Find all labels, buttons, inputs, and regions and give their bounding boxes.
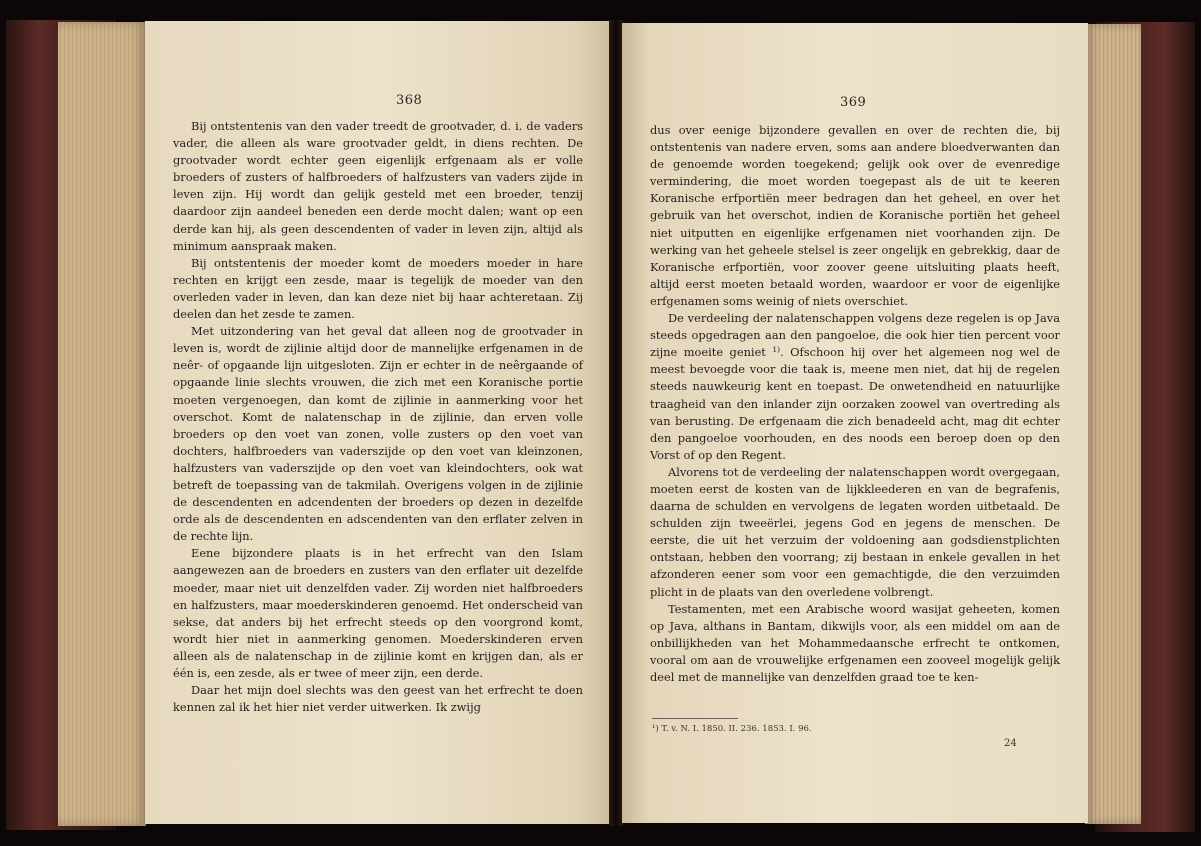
page-edges-left — [58, 22, 146, 826]
paragraph: Bij ontstentenis der moeder komt de moeders moeder in hare rechten en krijgt een zesde, maar is tegelijk de moeder van den overleden vader in leven, dan kan deze niet bij haar achteretaan. Zij deelen dan het zesde te zamen. — [173, 255, 583, 322]
paragraph: Bij ontstentenis van den vader treedt de grootvader, d. i. de vaders vader, die alleen als ware grootvader geldt, in diens rechten. De grootvader wordt echter geen eigenlijk erfgenaam als er volle broeders of zusters of halfbroeders of halfzusters van vaders zijde in leven zijn. Hij wordt dan gelijk gesteld met een broeder, tenzij daardoor zijn aandeel beneden een derde mocht dalen; want op een derde kan hij, als geen descendenten of vader in leven zijn, altijd als minimum aanspraak maken. — [173, 119, 583, 253]
paragraph-text: Alvorens tot de verdeeling der nalatenschappen wordt overgegaan, moeten eerst de kosten van de lijkkleederen en van de begrafenis, daarna de schulden en vervolgens de legaten worden uitbetaald. De schulden zijn tweeërlei, jegens God en jegens de menschen. De eerste, die uit het verzuim der voldoening aan godsdienstplichten ontstaan, hebben den voorrang; zij bestaan in enkele gevallen in het afzonderen eener som voor een gemachtigde, die den verzuimden plicht in de plaats van den overledene volbrengt. — [650, 464, 1060, 599]
left-page-text — [173, 118, 583, 716]
book-gutter — [609, 20, 623, 826]
paragraph — [650, 601, 1060, 686]
signature-mark: 24 — [1004, 738, 1017, 749]
paragraph: Daar het mijn doel slechts was den geest van het erfrecht te doen kennen zal ik het hier niet verder uitwerken. Ik zwijg — [173, 683, 583, 715]
footnote-marker-number: 1 — [772, 345, 778, 355]
left-page — [145, 21, 611, 824]
page-edges-right — [1085, 24, 1141, 824]
right-page-number: 369 — [840, 95, 867, 110]
paragraph-text: . Ofschoon hij over het algemeen nog wel de meest bevoegde voor die taak is, meene men niet, dat hij de regelen steeds nauwkeurig kent en toepast. De onwetendheid en natuurlijke traagheid van den inlander zijn oorzaken zoowel van overtreding als van berusting. De erfgenaam die zich benadeeld acht, mag dit echter den pangoeloe voorhouden, en des noods een beroep doen op den Vorst of op den Regent. — [650, 345, 1061, 462]
footnote-marker: 1) — [772, 345, 781, 355]
right-page — [622, 23, 1088, 823]
paragraph-text: dus over eenige bijzondere gevallen en over de rechten die, bij ontstentenis van nadere erven, soms aan andere bloedverwanten dan de genoemde worden toegekend; gelijk ook over de evenredige vermindering, die moet worden toegepast als de uit te keeren Koranische erfportiën meer bedragen dan het geheel, en over het gebruik van het overschot, indien de Koranische portiën het geheel niet uitputten en eigenlijke erfgenamen niet voorhanden zijn. De werking van het geheele stelsel is zeer ongelijk en gebrekkig, daar de Koranische erfportiën, voor zoover geene uitsluiting plaats heeft, altijd eerst moeten betaald worden, waardoor er voor de eigenlijke erfgenamen soms weinig of niets overschiet. — [650, 123, 1060, 308]
left-page-number: 368 — [396, 93, 423, 108]
footnote-rule — [652, 718, 738, 719]
paragraph — [650, 464, 1060, 601]
paragraph-text: De verdeeling der nalatenschappen volgens deze regelen is op Java steeds opgedragen aan den pangoeloe, die ook hier tien percent voor zijne moeite geniet — [650, 311, 1060, 360]
footnote: ¹) T. v. N. I. 1850. II. 236. 1853. I. 96. — [652, 724, 812, 734]
paragraph: Eene bijzondere plaats is in het erfrecht van den Islam aangewezen aan de broeders en zusters van den erflater uit dezelfde moeder, maar niet uit denzelfden vader. Zij worden niet halfbroeders en halfzusters, maar moederskinderen genoemd. Het onderscheid van sekse, dat anders bij het erfrecht steeds op den voorgrond komt, wordt hier niet in aanmerking genomen. Moederskinderen erven alleen als de nalatenschap in de zijlinie komt en krijgen dan, als er één is, een zesde, als er twee of meer zijn, een derde. — [173, 546, 583, 680]
paragraph — [650, 122, 1060, 310]
right-page-text — [650, 122, 1060, 686]
paragraph — [650, 310, 1060, 464]
paragraph: Met uitzondering van het geval dat alleen nog de grootvader in leven is, wordt de zijlinie altijd door de mannelijke erfgenamen in de neêr- of opgaande lijn uitgesloten. Zijn er echter in de neêrgaande of opgaande linie slechts vrouwen, die zich met een Koranische portie moeten vergenoegen, dan komt de zijlinie in aanmerking voor het overschot. Komt de nalatenschap in de zijlinie, dan erven volle broeders op den voet van zonen, volle zusters op den voet van dochters, halfbroeders van vaderszijde op den voet van kleinzonen, halfzusters van vaderszijde op den voet van kleindochters, ook wat betreft de toepassing van de takmilah. Overigens volgen in de zijlinie de descendenten en adcendenten der broeders op dezen in dezelfde orde als de descendenten en adscendenten van den erflater zelven in de rechte lijn. — [173, 324, 583, 544]
paragraph-text: Testamenten, met een Arabische woord wasijat geheeten, komen op Java, althans in Bantam, dikwijls voor, als een middel om aan de onbillijkheden van het Mohammedaansche erfrecht te ontkomen, vooral om aan de vrouwelijke erfgenamen een zooveel mogelijk gelijk deel met de mannelijke van denzelfden graad toe te ken- — [650, 601, 1060, 684]
